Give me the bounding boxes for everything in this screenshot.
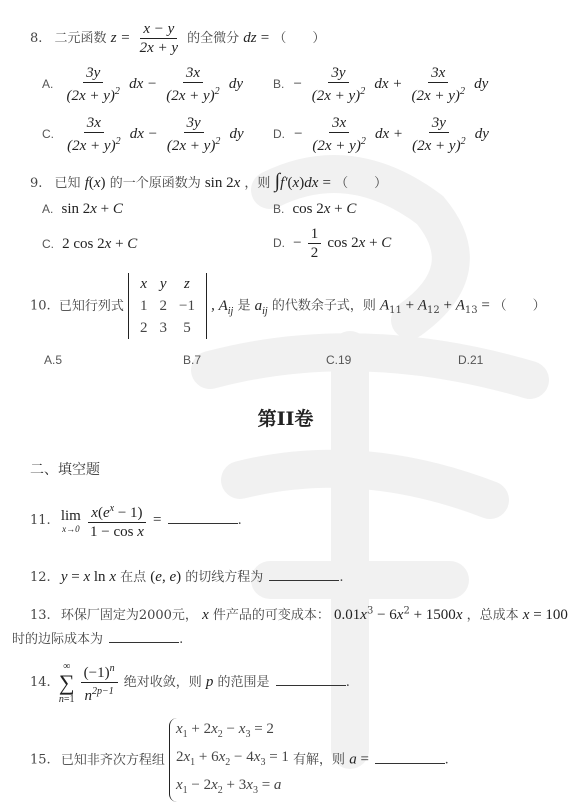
question-8: 8. 二元函数 z = $\frac{x - y}{2x + y}$ 的全微分 dz = （ ） [30,21,326,56]
answer-blank[interactable] [168,511,238,524]
q9-option-a[interactable]: A. sin 2x + C [42,201,123,217]
question-14: 14. ∞ ∑ n=1 $\frac{(-1)^n}{n^{2p-1}}$ 绝对收敛，则 p 的范围是 . [30,660,350,705]
q9-option-c[interactable]: C. 2 cos 2x + C [42,236,138,252]
answer-blank[interactable] [109,630,179,643]
question-15: 15. 已知非齐次方程组 $x_1 + 2x_2 - x_3 = 2$ $2x_1 + 6x_2 - 4x_3 = 1$ $x_1 - 2x_2 + 3x_3 = a$ 有解，则 a = . [30,718,449,802]
answer-blank[interactable] [269,568,339,581]
q9-option-d[interactable]: D. − $\frac{1}{2}$ cos 2x + C [273,226,392,261]
q10-option-b[interactable]: B.7 [183,353,202,367]
q9-option-b[interactable]: B. cos 2x + C [273,201,357,217]
question-13-line-2: 时的边际成本为 . [12,632,184,647]
section-heading: 二、填空题 [30,462,100,478]
question-12: 12. y = x ln x 在点 (e, e) 的切线方程为 . [30,569,344,585]
answer-blank[interactable] [276,673,346,686]
question-13: 13. 环保厂固定为2000元， x 件产品的可变成本： $0.01x^3 - 6x^2 + 1500x$ ，总成本 x = 100 [30,605,568,623]
q8-option-c[interactable]: C. $\frac{3x}{(2x + y)^2}$ dx − $\frac{3y}{(2x + y)^2}$ dy [42,115,244,154]
part-2-title: 第II卷 [257,408,314,430]
q10-option-d[interactable]: D.21 [458,353,484,367]
equation-system: $x_1 + 2x_2 - x_3 = 2$ $2x_1 + 6x_2 - 4x_3 = 1$ $x_1 - 2x_2 + 3x_3 = a$ [169,718,289,802]
q8-option-a[interactable]: A. $\frac{3y}{(2x + y)^2}$ dx − $\frac{3x}{(2x + y)^2}$ dy [42,65,243,104]
q10-option-a[interactable]: A.5 [44,353,63,367]
question-number: 8. [30,31,43,46]
determinant-matrix: x y z 1 2 −1 2 3 5 [128,273,207,339]
question-11: 11. lim x→0 $\frac{x(e^x - 1)}{\text{1 − cos x}}$ = . [30,500,242,541]
q8-option-b[interactable]: B. − $\frac{3y}{(2x + y)^2}$ dx + $\frac{3x}{(2x + y)^2}$ dy [273,65,489,104]
question-9: 9. 已知 f(x) 的一个原函数为 sin 2x ，则 ∫f′(x)dx = （ ） [30,170,388,192]
question-10: 10. 已知行列式 x y z 1 2 −1 2 3 5 , $A_{ij}$ 是 $a_{ij}$ 的代数余子式，则 $A_{11} + A_{12} + A_{13}$ = （ ） [30,273,546,339]
q8-option-d[interactable]: D. − $\frac{3x}{(2x + y)^2}$ dx + $\frac{3y}{(2x + y)^2}$ dy [273,115,489,154]
answer-blank[interactable] [375,751,445,764]
q10-option-c[interactable]: C.19 [326,353,352,367]
